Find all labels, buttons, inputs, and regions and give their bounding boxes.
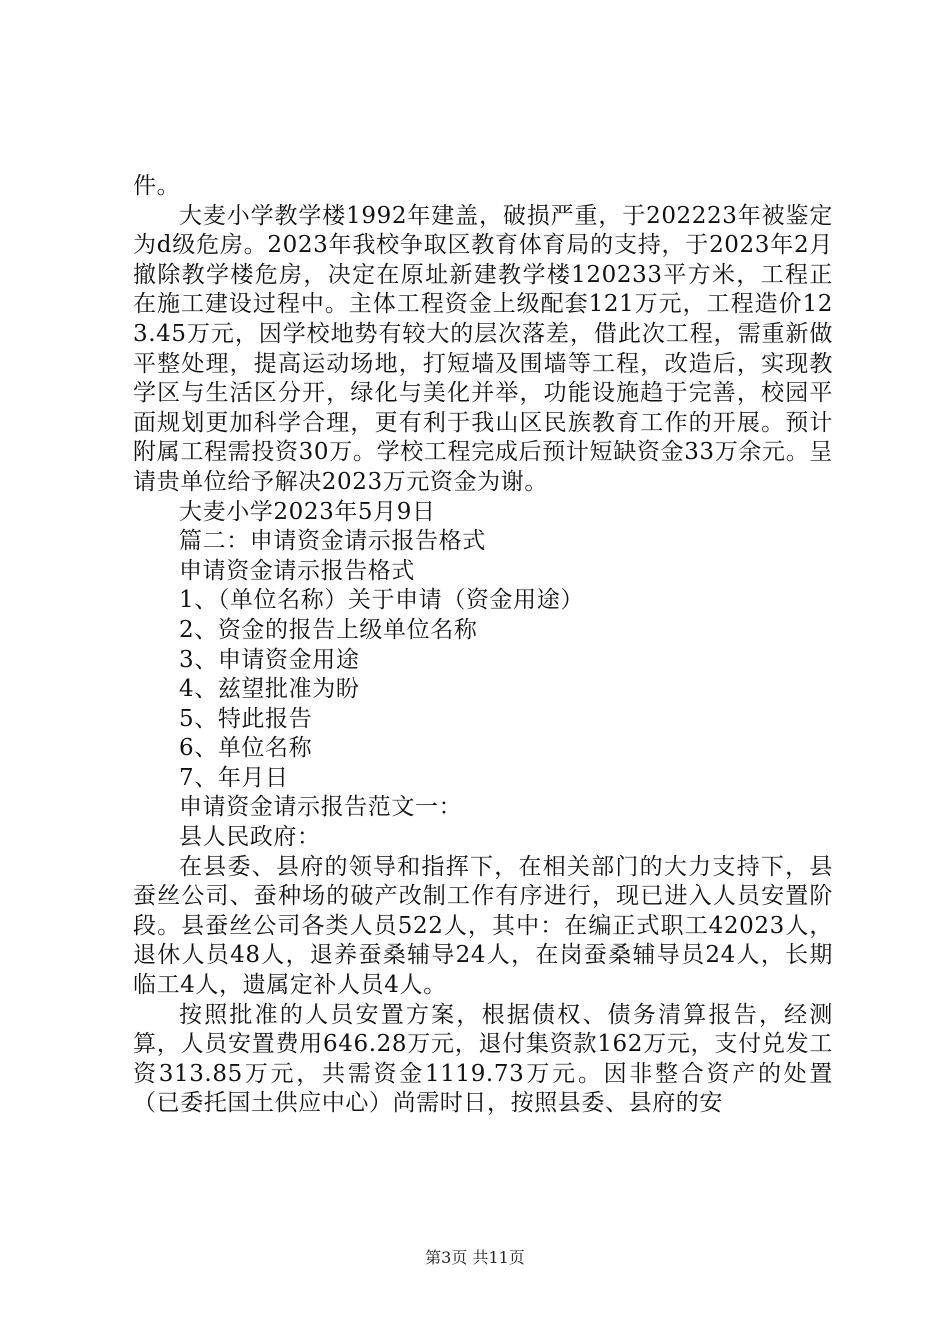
paragraph-funding: 按照批准的人员安置方案，根据债权、债务清算报告，经测算，人员安置费用646.28万元，退付集资款162万元，支付兑发工资313.85万元，共需资金1119.73万元。因非整合资产的处置（已委托国土供应中心）尚需时日，按照县委、县府的安: [133, 1001, 833, 1117]
format-item-6: 6、单位名称: [179, 735, 313, 762]
format-item-7: 7、年月日: [179, 764, 289, 791]
salutation: 县人民政府：: [179, 824, 321, 851]
sample-heading: 申请资金请示报告范文一：: [179, 794, 463, 821]
format-item-4: 4、兹望批准为盼: [179, 676, 360, 703]
paragraph-school-building: 大麦小学教学楼1992年建盖，破损严重，于202223年被鉴定为d级危房。2023年我校争取区教育体育局的支持，于2023年2月撤除教学楼危房，决定在原址新建教学楼120233平方米，工程正在施工建设过程中。主体工程资金上级配套121万元，工程造价123.45万元，因学校地势有较大的层次落差，借此次工程，需重新做平整处理，提高运动场地，打短墙及围墙等工程，改造后，实现教学区与生活区分开，绿化与美化并举，功能设施趋于完善，校园平面规划更加科学合理，更有利于我山区民族教育工作的开展。预计附属工程需投资30万。学校工程完成后预计短缺资金33万余元。呈请贵单位给予解决2023万元资金为谢。: [133, 202, 833, 495]
format-item-1: 1、（单位名称）关于申请（资金用途）: [179, 587, 584, 614]
format-item-2: 2、资金的报告上级单位名称: [179, 616, 478, 643]
section-heading-part-two: 篇二：申请资金请示报告格式: [179, 528, 486, 555]
format-item-5: 5、特此报告: [179, 705, 313, 732]
document-body: [133, 172, 833, 1119]
paragraph-restructuring: 在县委、县府的领导和指挥下，在相关部门的大力支持下，县蚕丝公司、蚕种场的破产改制工作有序进行，现已进入人员安置阶段。县蚕丝公司各类人员522人，其中：在编正式职工42023人，退休人员48人，退养蚕桑辅导24人，在岗蚕桑辅导员24人，长期临工4人，遗属定补人员4人。: [133, 853, 833, 999]
format-item-3: 3、申请资金用途: [179, 646, 360, 673]
format-title: 申请资金请示报告格式: [179, 557, 415, 584]
paragraph-signature-date: 大麦小学2023年5月9日: [179, 498, 436, 525]
page-footer: 第3页 共11页: [425, 1248, 525, 1267]
paragraph-continuation: 件。: [133, 173, 181, 199]
